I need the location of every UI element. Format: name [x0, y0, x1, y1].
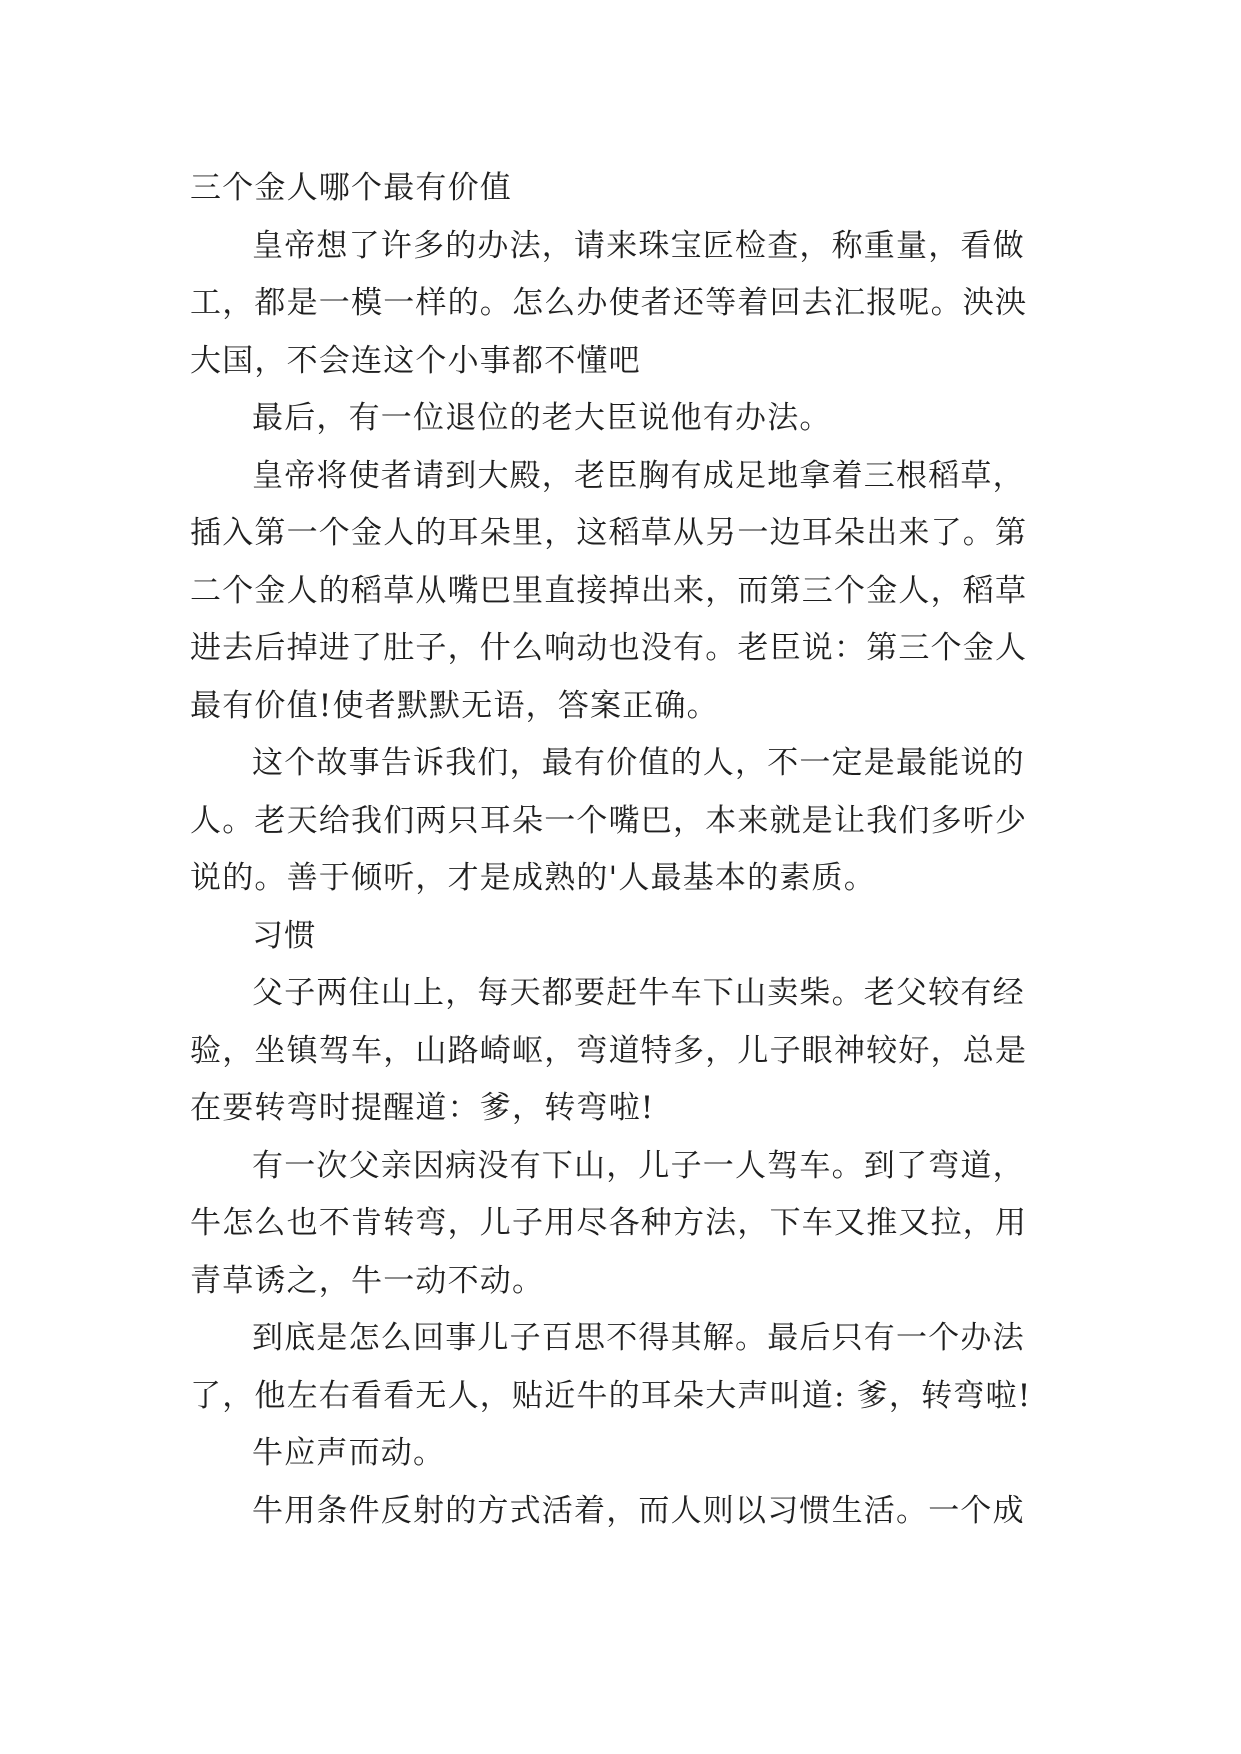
paragraph-line: 二个金人的稻草从嘴巴里直接掉出来，而第三个金人，稻草	[190, 572, 1028, 609]
paragraph-5	[190, 965, 1055, 1138]
paragraph-1	[190, 218, 1055, 391]
paragraph-line: 最后，有一位退位的老大臣说他有办法。	[252, 400, 832, 436]
paragraph-line: 大国，不会连这个小事都不懂吧	[190, 342, 641, 379]
section-heading-habit	[190, 908, 1055, 966]
paragraph-line: 有一次父亲因病没有下山，儿子一人驾车。到了弯道，	[252, 1147, 1025, 1184]
paragraph-line: 青草诱之，牛一动不动。	[190, 1262, 545, 1299]
paragraph-4	[190, 735, 1055, 908]
paragraph-line: 到底是怎么回事儿子百思不得其解。最后只有一个办法	[252, 1320, 1025, 1356]
paragraph-8	[190, 1425, 1055, 1483]
section-heading: 习惯	[252, 917, 317, 954]
paragraph-line: 插入第一个金人的耳朵里，这稻草从另一边耳朵出来了。第	[190, 515, 1028, 551]
paragraph-9	[190, 1483, 1055, 1541]
paragraph-line: 牛用条件反射的方式活着，而人则以习惯生活。一个成	[252, 1492, 1025, 1529]
paragraph-7	[190, 1310, 1055, 1425]
paragraph-line: 进去后掉进了肚子，什么响动也没有。老臣说：第三个金人	[190, 630, 1028, 666]
paragraph-line: 工，都是一模一样的。怎么办使者还等着回去汇报呢。泱泱	[190, 285, 1028, 321]
paragraph-line: 验，坐镇驾车，山路崎岖，弯道特多，儿子眼神较好，总是	[190, 1032, 1028, 1069]
paragraph-line: 牛应声而动。	[252, 1435, 446, 1471]
paragraph-line: 人。老天给我们两只耳朵一个嘴巴，本来就是让我们多听少	[190, 802, 1028, 839]
paragraph-line: 皇帝想了许多的办法，请来珠宝匠检查，称重量，看做	[252, 227, 1025, 264]
document-title: 三个金人哪个最有价值	[190, 170, 512, 206]
paragraph-line: 父子两住山上，每天都要赶牛车下山卖柴。老父较有经	[252, 975, 1025, 1011]
paragraph-2	[190, 390, 1055, 448]
paragraph-line: 这个故事告诉我们，最有价值的人，不一定是最能说的	[252, 745, 1025, 781]
paragraph-line: 说的。善于倾听，才是成熟的'人最基本的素质。	[190, 860, 876, 896]
paragraph-line: 了，他左右看看无人，贴近牛的耳朵大声叫道: 爹，转弯啦!	[190, 1377, 1032, 1414]
paragraph-6	[190, 1138, 1055, 1311]
document-body	[190, 160, 1055, 1540]
paragraph-line: 在要转弯时提醒道：爹，转弯啦!	[190, 1090, 655, 1126]
paragraph-3	[190, 448, 1055, 736]
paragraph-line: 牛怎么也不肯转弯，儿子用尽各种方法，下车又推又拉，用	[190, 1205, 1028, 1241]
paragraph-line: 皇帝将使者请到大殿，老臣胸有成足地拿着三根稻草，	[252, 457, 1025, 494]
paragraph-line: 最有价值!使者默默无语，答案正确。	[190, 687, 719, 724]
